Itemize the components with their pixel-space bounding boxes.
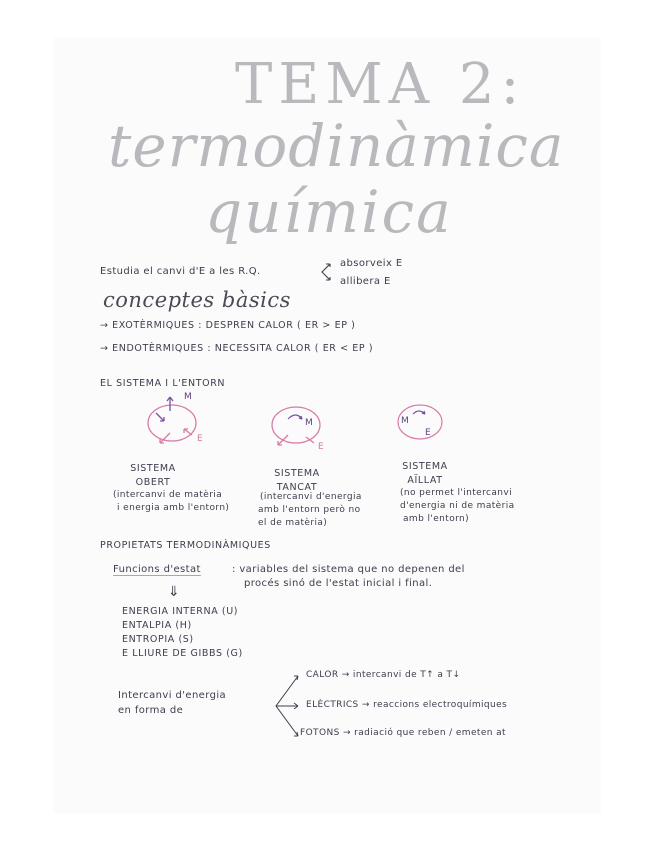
branch-absorbs: absorveix E <box>340 258 403 269</box>
exchange-label-2: en forma de <box>118 705 184 716</box>
state-functions-definition-2: procés sinó de l'estat inicial i final. <box>244 578 433 589</box>
exchange-photons: FOTONS → radiació que reben / emeten at <box>300 728 506 738</box>
open-e-label: E <box>197 434 204 444</box>
closed-system-diagram <box>266 403 336 458</box>
concepts-heading: conceptes bàsics <box>103 288 291 312</box>
system-heading: EL SISTEMA I L'ENTORN <box>100 378 226 389</box>
property-entropy: ENTROPIA (S) <box>122 634 194 645</box>
branch-releases: allibera E <box>340 276 391 287</box>
closed-system-desc-3: el de matèria) <box>258 518 328 528</box>
open-system-diagram <box>140 393 210 453</box>
open-system-desc-1: (intercanvi de matèria <box>113 490 223 500</box>
title-line-1: TEMA 2: <box>235 52 526 117</box>
properties-heading: PROPIETATS TERMODINÀMIQUES <box>100 540 271 551</box>
property-internal-energy: ENERGIA INTERNA (U) <box>122 606 239 617</box>
branch-arrow-icon <box>318 258 338 286</box>
intro-text: Estudia el canvi d'E a les R.Q. <box>100 266 261 277</box>
exothermic-line: → EXOTÈRMIQUES : DESPREN CALOR ( ER > EP ) <box>100 320 356 331</box>
isolated-system-desc-3: amb l'entorn) <box>403 514 470 524</box>
state-functions-definition-1: : variables del sistema que no depenen del <box>232 564 465 575</box>
isolated-system-desc-2: d'energia ni de matèria <box>400 501 515 511</box>
isolated-e-label: E <box>425 428 432 438</box>
closed-e-label: E <box>318 442 325 452</box>
exchange-label-1: Intercanvi d'energia <box>118 690 227 701</box>
property-enthalpy: ENTALPIA (H) <box>122 620 192 631</box>
open-system-desc-2: i energia amb l'entorn) <box>117 503 230 513</box>
title-line-3: química <box>205 178 453 246</box>
closed-system-name: SISTEMA TANCAT <box>274 468 320 493</box>
closed-system-desc-2: amb l'entorn però no <box>258 505 361 515</box>
down-arrow-icon: ⇓ <box>168 584 181 600</box>
title-line-2: termodinàmica <box>108 112 565 180</box>
exchange-heat: CALOR → intercanvi de T↑ a T↓ <box>306 670 461 680</box>
endothermic-line: → ENDOTÈRMIQUES : NECESSITA CALOR ( ER < EP ) <box>100 343 374 354</box>
open-system-name: SISTEMA OBERT <box>130 463 176 488</box>
open-m-label: M <box>184 392 193 402</box>
exchange-electric: ELÈCTRICS → reaccions electroquímiques <box>306 700 508 710</box>
property-gibbs: E LLIURE DE GIBBS (G) <box>122 648 243 659</box>
isolated-system-desc-1: (no permet l'intercanvi <box>400 488 513 498</box>
isolated-m-label: M <box>401 416 410 426</box>
state-functions-label: Funcions d'estat <box>113 564 201 575</box>
closed-m-label: M <box>305 418 314 428</box>
closed-system-desc-1: (intercanvi d'energia <box>260 492 362 502</box>
isolated-system-name: SISTEMA AÏLLAT <box>402 461 448 486</box>
